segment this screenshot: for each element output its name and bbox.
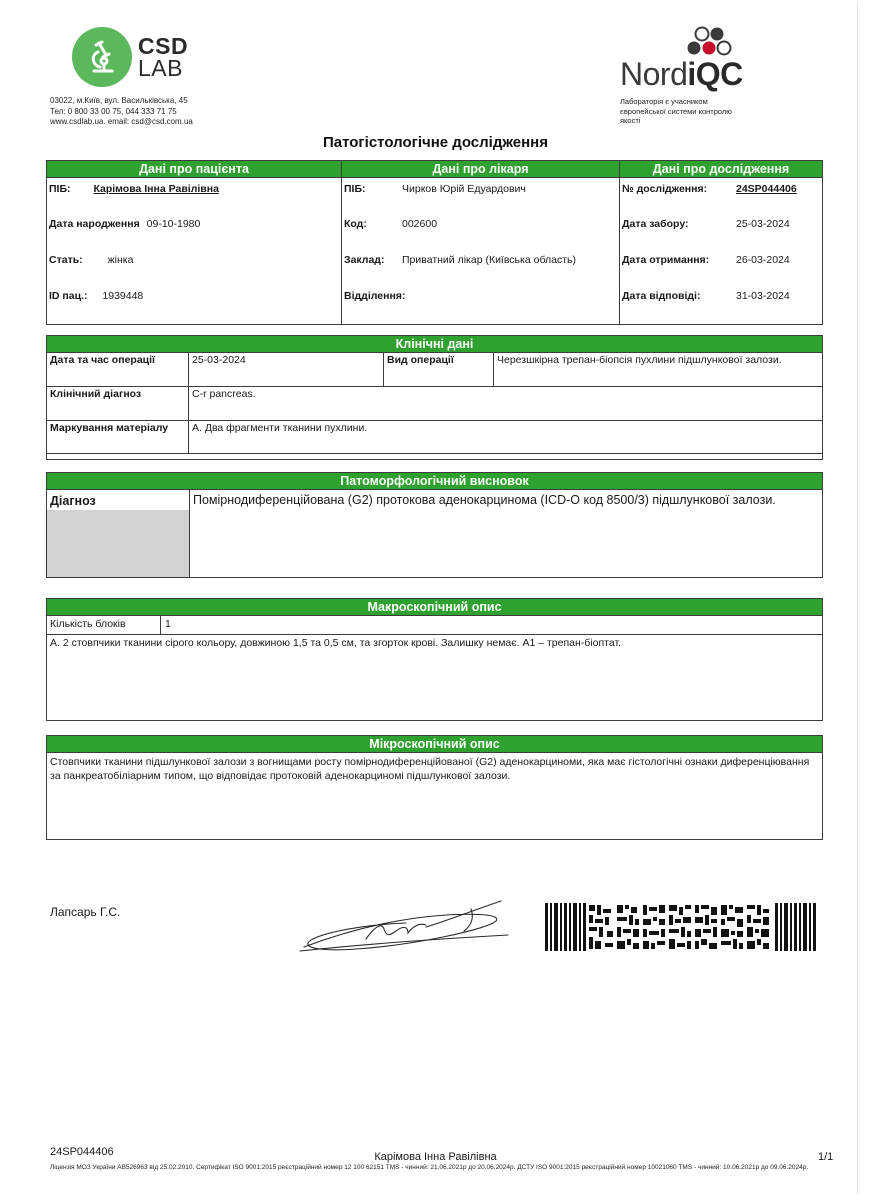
- nordiqc-suffix: iQC: [687, 56, 743, 92]
- study-collected-label: Дата забору:: [622, 218, 689, 230]
- patient-dob-label: Дата народження: [49, 218, 140, 230]
- nordiqc-caption: Лабораторія є учасником європейської системи контролю якості: [620, 97, 732, 125]
- op-datetime-label: Дата та час операції: [47, 353, 189, 387]
- study-collected-value: 25-03-2024: [736, 218, 790, 230]
- csd-lab-logo: [72, 27, 188, 87]
- conclusion-section: [46, 472, 823, 578]
- lab-web-line: www.csdlab.ua. email: csd@csd.com.ua: [50, 117, 193, 126]
- patient-section: [46, 160, 342, 325]
- op-datetime-value: 25-03-2024: [189, 353, 384, 387]
- material-marking-value: A. Два фрагменти тканини пухлини.: [189, 421, 823, 454]
- material-marking-label: Маркування матеріалу: [47, 421, 189, 454]
- patient-id-label: ID пац.:: [49, 290, 88, 302]
- lab-address-line: 03022, м.Київ, вул. Васильківська, 45: [50, 96, 188, 105]
- macro-heading: Макроскопічний опис: [47, 599, 822, 616]
- doctor-heading: Дані про лікаря: [342, 161, 619, 178]
- patient-id-value: 1939448: [102, 290, 144, 302]
- footer-page-number: 1/1: [818, 1151, 834, 1163]
- patient-sex-value: жінка: [107, 254, 134, 266]
- micro-section: [46, 735, 823, 840]
- study-section: [619, 160, 823, 325]
- conclusion-diagnosis-value: Помірнодиференційована (G2) протокова аденокарцинома (ICD-O код 8500/3) підшлункової залози.: [193, 493, 776, 507]
- micro-description: Стовпчики тканини підшлункової залози з вогнищами росту помірнодиференційованої (G2) аденокарциноми, яка має гістологічні ознаки диференціювання за панкреатобіліарним типом, що відповідає протоковій аденокарциномі підшлункової залози.: [50, 756, 810, 782]
- micro-heading: Мікроскопічний опис: [47, 736, 822, 753]
- barcode-icon: [545, 903, 820, 951]
- op-type-label: Вид операції: [384, 353, 494, 387]
- handwritten-signature: [296, 895, 516, 957]
- doctor-section: [341, 160, 620, 325]
- doctor-facility-label: Заклад:: [344, 254, 385, 266]
- clinical-diagnosis-label: Клінічний діагноз: [47, 387, 189, 421]
- patient-heading: Дані про пацієнта: [47, 161, 341, 178]
- conclusion-label-cell: [47, 490, 190, 577]
- conclusion-heading: Патоморфологічний висновок: [47, 473, 822, 490]
- patient-name-label: ПІБ:: [49, 183, 71, 195]
- footer-study-id: 24SP044406: [50, 1146, 114, 1158]
- macro-description: A. 2 стовпчики тканини сірого кольору, довжиною 1,5 та 0,5 см, та згорток крові. Залишку немає. A1 – трепан-біоптат.: [50, 637, 622, 649]
- macro-section: [46, 598, 823, 721]
- doctor-facility-value: Приватний лікар (Київська область): [402, 254, 576, 266]
- study-number-label: № дослідження:: [622, 183, 708, 195]
- patient-name-value: Карімова Інна Равілівна: [93, 183, 219, 195]
- clinical-heading: Клінічні дані: [47, 336, 822, 353]
- doctor-code-label: Код:: [344, 218, 367, 230]
- csd-logo-line1: CSD: [138, 33, 189, 59]
- study-received-value: 26-03-2024: [736, 254, 790, 266]
- lab-address: [50, 96, 193, 128]
- macro-blocks-value: 1: [165, 618, 171, 630]
- microscope-icon: [72, 27, 132, 87]
- patient-sex-label: Стать:: [49, 254, 83, 266]
- op-type-value: Черезшкірна трепан-біопсія пухлини підшлункової залози.: [494, 353, 823, 387]
- patient-dob-value: 09-10-1980: [146, 218, 201, 230]
- lab-phone-line: Тел: 0 800 33 00 75, 044 333 71 75: [50, 106, 177, 116]
- clinical-section: [46, 335, 823, 460]
- macro-blocks-label: Кількість блоків: [47, 616, 161, 634]
- footer-license: Ліцензія МОЗ України АВ526963 від 25.02.2010. Сертифікат ISO 9001:2015 реєстраційний номер 12 100 62151 TMS - чинний: 21.06.2021р до 20.06.2024р. ДСТУ ISO 9001:2015 реєстраційний номер 10021060 TMS - чинний: 10.06.2021р до 09.06.2024р.: [50, 1164, 809, 1171]
- signer-name: Лапсарь Г.С.: [50, 905, 121, 919]
- doctor-code-value: 002600: [402, 218, 438, 230]
- doctor-name-value: Чирков Юрій Едуардович: [402, 183, 526, 195]
- csd-logo-line2: LAB: [138, 55, 183, 81]
- document-title: Патогістологічне дослідження: [322, 134, 548, 151]
- doctor-name-label: ПІБ:: [344, 183, 366, 195]
- clinical-diagnosis-value: C-r pancreas.: [189, 387, 823, 421]
- study-answer-label: Дата відповіді:: [622, 290, 701, 302]
- study-received-label: Дата отримання:: [622, 254, 710, 266]
- study-heading: Дані про дослідження: [620, 161, 822, 178]
- nordiqc-dots-icon: [680, 24, 740, 60]
- study-number-value: 24SP044406: [736, 183, 797, 195]
- study-answer-value: 31-03-2024: [736, 290, 790, 302]
- doctor-department-label: Відділення:: [344, 290, 406, 302]
- nordiqc-prefix: Nord: [620, 56, 688, 92]
- conclusion-diagnosis-label: Діагноз: [50, 494, 96, 508]
- footer-patient-name: Карімова Інна Равілівна: [374, 1151, 497, 1163]
